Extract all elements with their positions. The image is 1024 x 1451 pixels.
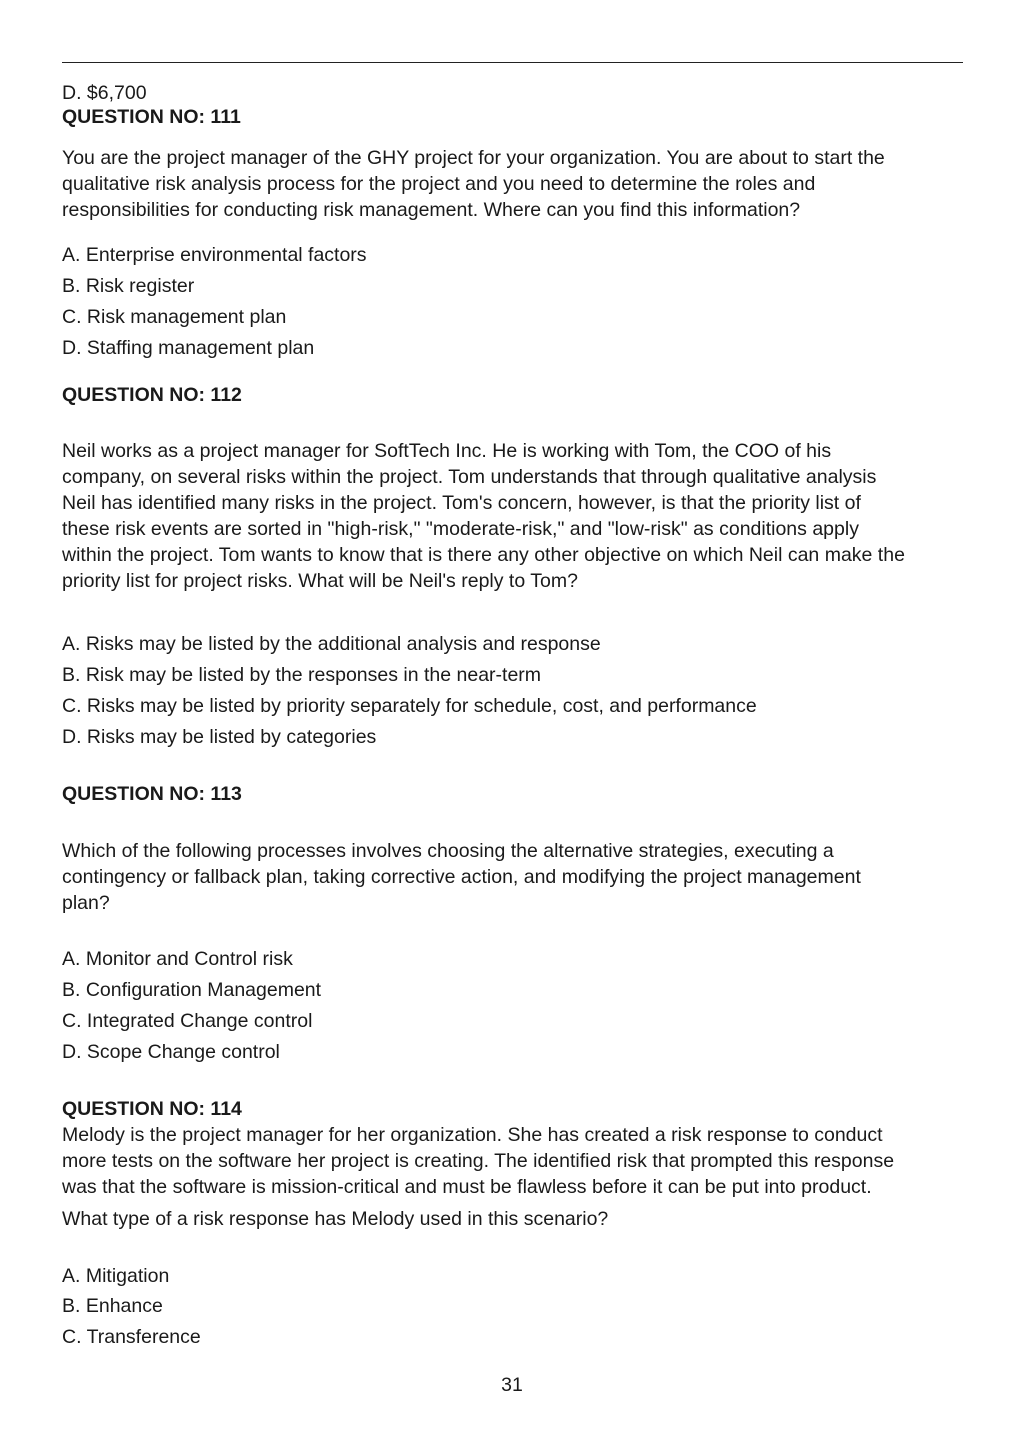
question-113-option-a: A. Monitor and Control risk bbox=[62, 948, 293, 970]
question-111-text-line: responsibilities for conducting risk management. Where can you find this information? bbox=[62, 199, 801, 221]
question-114-text-line: What type of a risk response has Melody used in this scenario? bbox=[62, 1208, 609, 1230]
question-112-text-line: these risk events are sorted in "high-risk," "moderate-risk," and "low-risk" as conditions apply bbox=[62, 518, 859, 540]
previous-answer: D. $6,700 bbox=[62, 82, 147, 104]
question-113-option-b: B. Configuration Management bbox=[62, 979, 322, 1001]
question-113-option-d: D. Scope Change control bbox=[62, 1041, 280, 1063]
question-114-text-line: more tests on the software her project is creating. The identified risk that prompted this response bbox=[62, 1150, 895, 1172]
question-112-text-line: priority list for project risks. What will be Neil's reply to Tom? bbox=[62, 570, 578, 592]
question-111-option-d: D. Staffing management plan bbox=[62, 337, 315, 359]
question-113-text-line: Which of the following processes involves choosing the alternative strategies, executing a bbox=[62, 840, 834, 862]
question-113-text-line: plan? bbox=[62, 892, 110, 914]
question-111-text-line: You are the project manager of the GHY project for your organization. You are about to start the bbox=[62, 147, 885, 169]
question-114-text-line: was that the software is mission-critical and must be flawless before it can be put into product. bbox=[62, 1176, 872, 1198]
question-114-heading: QUESTION NO: 114 bbox=[62, 1098, 242, 1120]
question-114-option-b: B. Enhance bbox=[62, 1295, 163, 1317]
header-rule bbox=[62, 62, 963, 63]
question-113-heading: QUESTION NO: 113 bbox=[62, 783, 242, 805]
question-114-text-line: Melody is the project manager for her organization. She has created a risk response to conduct bbox=[62, 1124, 883, 1146]
page-number: 31 bbox=[501, 1374, 523, 1396]
question-111-heading: QUESTION NO: 111 bbox=[62, 106, 241, 128]
question-112-text-line: Neil has identified many risks in the project. Tom's concern, however, is that the priority list of bbox=[62, 492, 861, 514]
question-112-option-c: C. Risks may be listed by priority separately for schedule, cost, and performance bbox=[62, 695, 757, 717]
question-114-option-a: A. Mitigation bbox=[62, 1265, 170, 1287]
question-111-option-a: A. Enterprise environmental factors bbox=[62, 244, 367, 266]
question-111-text-line: qualitative risk analysis process for the project and you need to determine the roles and bbox=[62, 173, 816, 195]
question-112-text-line: company, on several risks within the project. Tom understands that through qualitative analysis bbox=[62, 466, 877, 488]
question-112-heading: QUESTION NO: 112 bbox=[62, 384, 242, 406]
question-112-option-d: D. Risks may be listed by categories bbox=[62, 726, 377, 748]
question-113-text-line: contingency or fallback plan, taking corrective action, and modifying the project management bbox=[62, 866, 861, 888]
question-113-option-c: C. Integrated Change control bbox=[62, 1010, 313, 1032]
question-112-option-b: B. Risk may be listed by the responses in the near-term bbox=[62, 664, 542, 686]
question-112-text-line: Neil works as a project manager for SoftTech Inc. He is working with Tom, the COO of his bbox=[62, 440, 832, 462]
question-111-option-c: C. Risk management plan bbox=[62, 306, 287, 328]
question-114-option-c: C. Transference bbox=[62, 1326, 201, 1348]
question-112-text-line: within the project. Tom wants to know that is there any other objective on which Neil can make the bbox=[62, 544, 905, 566]
question-111-option-b: B. Risk register bbox=[62, 275, 195, 297]
question-112-option-a: A. Risks may be listed by the additional analysis and response bbox=[62, 633, 601, 655]
